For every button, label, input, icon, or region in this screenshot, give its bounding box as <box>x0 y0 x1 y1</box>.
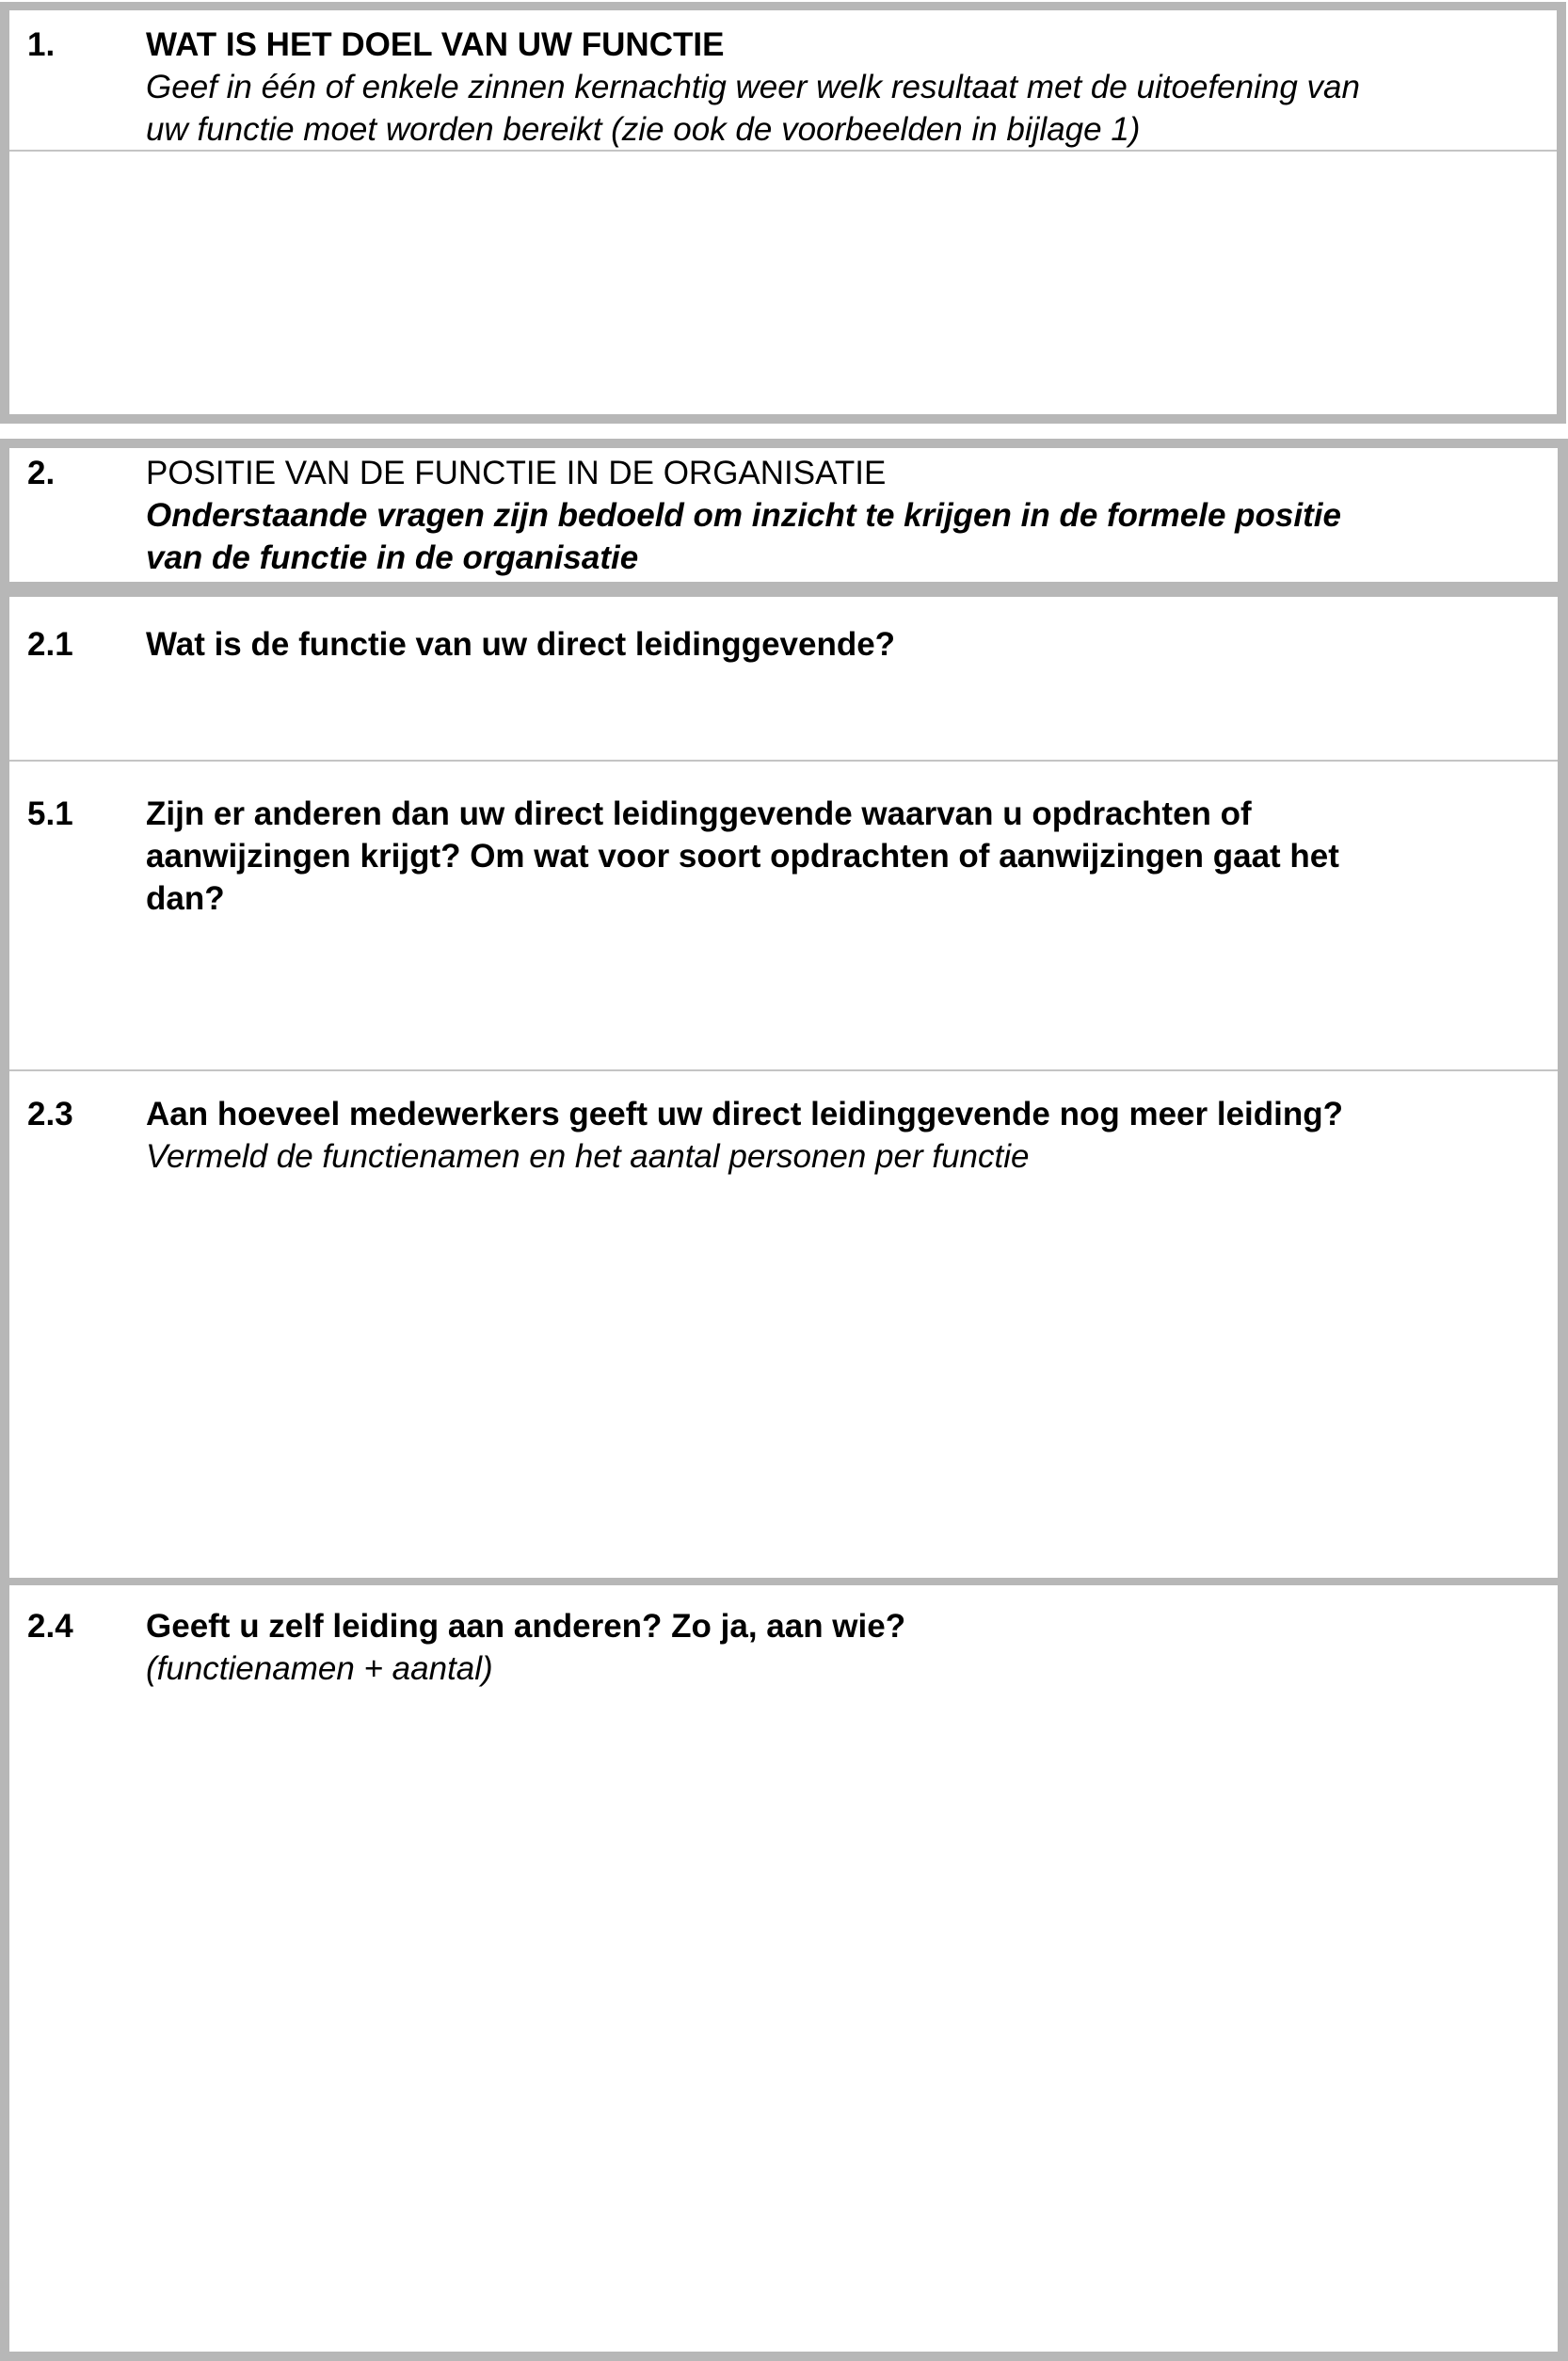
question <box>146 1605 1539 1690</box>
question-text: Zijn er anderen dan uw direct leidinggevende waarvan u opdrachten of <box>146 795 1252 832</box>
section-1-box <box>0 0 1568 424</box>
section-header <box>146 452 1539 579</box>
question-hint: (functienamen + aantal) <box>146 1650 493 1687</box>
answer-field-doel[interactable] <box>9 152 1557 414</box>
question-text: Aan hoeveel medewerkers geeft uw direct leidinggevende nog meer leiding? <box>146 1096 1344 1132</box>
header-bottom-border <box>0 582 1568 597</box>
question <box>146 793 1539 920</box>
border-top <box>0 2 1566 10</box>
question-text: dan? <box>146 880 225 917</box>
question-number: 2.1 <box>27 626 73 663</box>
divider-q51-q23 <box>9 1069 1558 1071</box>
section-header <box>146 24 1539 151</box>
divider-q23-q24 <box>0 1578 1568 1585</box>
border-bottom <box>0 2352 1568 2361</box>
section-title: POSITIE VAN DE FUNCTIE IN DE ORGANISATIE <box>146 455 887 491</box>
question-number: 5.1 <box>27 795 73 832</box>
question-text: aanwijzingen krijgt? Om wat voor soort opdrachten of aanwijzingen gaat het <box>146 838 1339 875</box>
section-title: WAT IS HET DOEL VAN UW FUNCTIE <box>146 26 725 63</box>
answer-field-q23[interactable] <box>9 1186 1558 1576</box>
answer-field-q51[interactable] <box>9 927 1558 1068</box>
question <box>146 1093 1539 1178</box>
divider-q21-q51 <box>9 760 1558 762</box>
question-text: Geeft u zelf leiding aan anderen? Zo ja, aan wie? <box>146 1608 906 1645</box>
border-left <box>0 2 9 424</box>
section-instruction-line: Onderstaande vragen zijn bedoeld om inzicht te krijgen in de formele positie <box>146 497 1341 534</box>
border-right <box>1558 439 1568 2361</box>
answer-field-q24[interactable] <box>9 1699 1558 2349</box>
question <box>146 623 1539 666</box>
border-top <box>0 439 1568 448</box>
section-instruction-line: van de functie in de organisatie <box>146 539 639 576</box>
question-number: 2.3 <box>27 1096 73 1132</box>
question-text: Wat is de functie van uw direct leidinggevende? <box>146 626 896 663</box>
answer-field-q21[interactable] <box>9 673 1558 760</box>
section-number: 2. <box>27 455 56 491</box>
question-hint: Vermeld de functienamen en het aantal personen per functie <box>146 1138 1030 1175</box>
section-instruction-line: Geef in één of enkele zinnen kernachtig weer welk resultaat met de uitoefening van <box>146 69 1360 105</box>
border-bottom <box>0 414 1566 424</box>
border-right <box>1557 2 1566 424</box>
section-instruction-line: uw functie moet worden bereikt (zie ook de voorbeelden in bijlage 1) <box>146 111 1141 148</box>
section-number: 1. <box>27 26 56 63</box>
border-left <box>0 439 9 2361</box>
question-number: 2.4 <box>27 1608 73 1645</box>
